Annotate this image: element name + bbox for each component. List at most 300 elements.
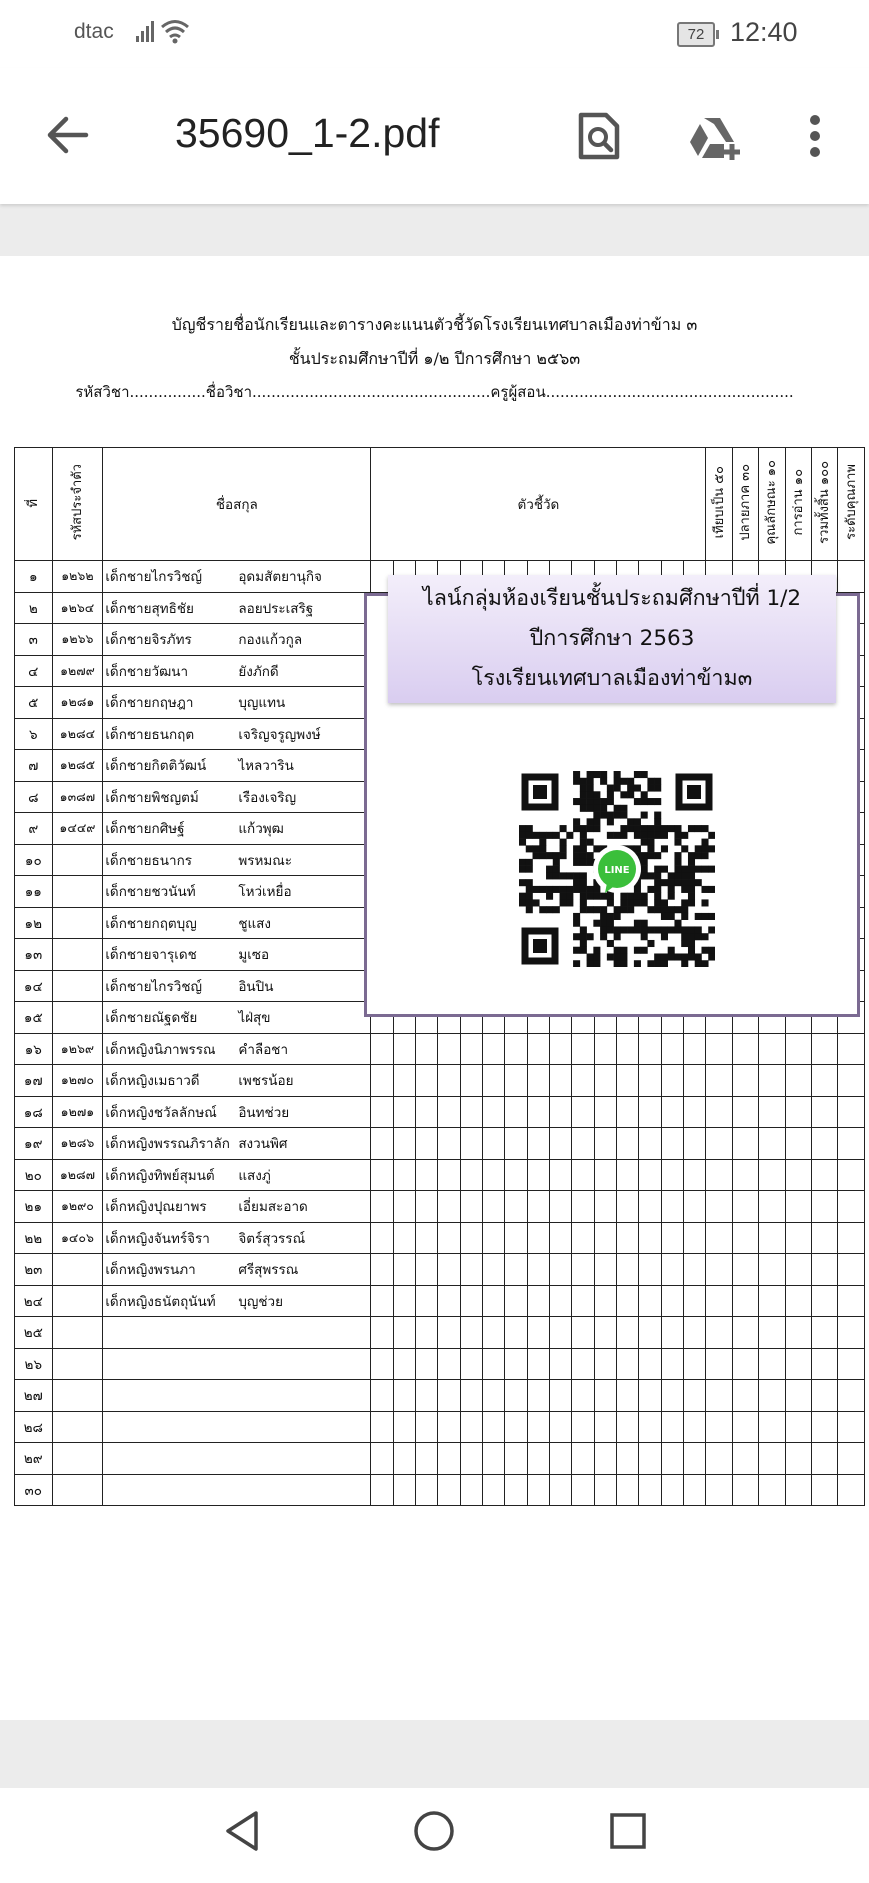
- qr-module: [668, 913, 675, 920]
- qr-module: [634, 818, 641, 825]
- score-cell: [759, 1159, 785, 1191]
- score-cell: [460, 1474, 482, 1506]
- row-number: ๔: [15, 655, 53, 687]
- score-cell: [732, 1285, 758, 1317]
- score-cell: [505, 1348, 527, 1380]
- score-cell: [438, 1128, 460, 1160]
- qr-module: [641, 933, 648, 940]
- qr-module: [620, 805, 627, 812]
- score-cell: [683, 1443, 706, 1475]
- score-cell: [732, 1348, 758, 1380]
- score-cell: [416, 1474, 438, 1506]
- qr-module: [580, 778, 587, 785]
- score-cell: [759, 1222, 785, 1254]
- header-c2: ปลายภาค ๓๐: [732, 448, 758, 561]
- student-id: ๑๒๘๔: [52, 718, 103, 750]
- qr-module: [614, 832, 621, 839]
- qr-module: [668, 825, 675, 832]
- student-name: [103, 1033, 371, 1065]
- score-cell: [812, 1285, 838, 1317]
- score-cell: [527, 1348, 549, 1380]
- qr-module: [593, 771, 600, 778]
- score-cell: [460, 1317, 482, 1349]
- qr-module: [620, 778, 627, 785]
- qr-module: [701, 886, 708, 893]
- qr-module: [519, 839, 526, 846]
- pdf-page[interactable]: [0, 256, 869, 1720]
- qr-module: [580, 899, 587, 906]
- score-cell: [616, 1191, 638, 1223]
- qr-module: [695, 866, 702, 873]
- qr-module: [526, 859, 533, 866]
- qr-module: [587, 852, 594, 859]
- score-cell: [639, 1317, 661, 1349]
- qr-module: [701, 913, 708, 920]
- score-cell: [371, 1348, 393, 1380]
- qr-module: [681, 933, 688, 940]
- score-cell: [785, 1380, 811, 1412]
- score-cell: [616, 1254, 638, 1286]
- qr-module: [654, 852, 661, 859]
- score-cell: [594, 1065, 616, 1097]
- more-vert-icon[interactable]: [806, 114, 824, 158]
- score-cell: [527, 1096, 549, 1128]
- qr-module: [668, 886, 675, 893]
- score-cell: [371, 1033, 393, 1065]
- add-to-drive-icon[interactable]: [686, 116, 744, 162]
- score-cell: [706, 1474, 732, 1506]
- qr-module: [668, 872, 675, 879]
- qr-module: [681, 886, 688, 893]
- qr-module: [654, 879, 661, 886]
- qr-module: [573, 825, 580, 832]
- score-cell: [505, 1191, 527, 1223]
- score-cell: [706, 1285, 732, 1317]
- score-cell: [549, 1443, 571, 1475]
- student-first-name: เด็กชายไกรวิชญ์: [105, 978, 202, 995]
- score-cell: [616, 1380, 638, 1412]
- score-cell: [838, 1033, 865, 1065]
- score-cell: [661, 1096, 683, 1128]
- qr-module: [573, 960, 580, 967]
- qr-module: [708, 886, 715, 893]
- student-name: [103, 1443, 371, 1475]
- score-cell: [460, 1096, 482, 1128]
- score-cell: [594, 1285, 616, 1317]
- score-cell: [482, 1222, 504, 1254]
- score-cell: [732, 1474, 758, 1506]
- qr-module: [539, 845, 546, 852]
- qr-module: [573, 879, 580, 886]
- score-cell: [527, 1159, 549, 1191]
- score-cell: [572, 1065, 594, 1097]
- qr-module: [546, 886, 553, 893]
- overlay-line1: ไลน์กลุ่มห้องเรียนชั้นประถมศึกษาปีที่ 1/2: [422, 586, 802, 611]
- qr-module: [620, 812, 627, 819]
- student-first-name: เด็กหญิงจันทร์จิรา: [105, 1230, 210, 1247]
- battery-icon: 72: [677, 22, 715, 47]
- score-cell: [759, 1191, 785, 1223]
- score-cell: [759, 1254, 785, 1286]
- qr-module: [701, 839, 708, 846]
- score-cell: [706, 1096, 732, 1128]
- qr-module: [674, 920, 681, 927]
- qr-module: [647, 926, 654, 933]
- qr-module: [634, 893, 641, 900]
- line-qr-code-icon[interactable]: [519, 771, 715, 967]
- score-cell: [812, 1443, 838, 1475]
- score-cell: [594, 1443, 616, 1475]
- student-first-name: เด็กชายพิชญตม์: [105, 789, 199, 806]
- qr-module: [688, 947, 695, 954]
- qr-module: [674, 825, 681, 832]
- score-cell: [759, 1065, 785, 1097]
- student-name: [103, 1222, 371, 1254]
- qr-module: [654, 866, 661, 873]
- score-cell: [460, 1443, 482, 1475]
- score-cell: [438, 1222, 460, 1254]
- score-cell: [639, 1096, 661, 1128]
- qr-module: [634, 960, 641, 967]
- qr-module: [654, 899, 661, 906]
- qr-module: [620, 926, 627, 933]
- score-cell: [572, 1222, 594, 1254]
- qr-module: [674, 872, 681, 879]
- score-cell: [812, 1033, 838, 1065]
- score-cell: [732, 1380, 758, 1412]
- qr-module: [627, 785, 634, 792]
- qr-module: [688, 879, 695, 886]
- score-cell: [732, 1191, 758, 1223]
- student-name: [103, 1380, 371, 1412]
- score-cell: [838, 1411, 865, 1443]
- qr-module: [600, 926, 607, 933]
- qr-module: [533, 886, 540, 893]
- qr-module: [647, 940, 654, 947]
- score-cell: [683, 1065, 706, 1097]
- qr-module: [600, 913, 607, 920]
- score-cell: [661, 1159, 683, 1191]
- score-cell: [482, 1317, 504, 1349]
- score-cell: [371, 1159, 393, 1191]
- score-cell: [505, 1411, 527, 1443]
- student-name: [103, 624, 371, 656]
- qr-module: [593, 818, 600, 825]
- qr-module: [688, 872, 695, 879]
- score-cell: [706, 1380, 732, 1412]
- score-cell: [438, 1317, 460, 1349]
- score-cell: [572, 1348, 594, 1380]
- qr-module: [681, 832, 688, 839]
- score-cell: [438, 1191, 460, 1223]
- qr-module: [634, 845, 641, 852]
- score-cell: [812, 1159, 838, 1191]
- qr-module: [587, 960, 594, 967]
- qr-module: [526, 886, 533, 893]
- qr-module: [654, 798, 661, 805]
- score-cell: [759, 1474, 785, 1506]
- student-name: [103, 970, 371, 1002]
- student-id: ๑๒๗๑: [52, 1096, 103, 1128]
- qr-module: [607, 920, 614, 927]
- qr-module: [580, 947, 587, 954]
- score-cell: [416, 1222, 438, 1254]
- score-cell: [460, 1411, 482, 1443]
- overlay-line2: ปีการศึกษา 2563: [529, 626, 695, 651]
- student-last-name: เอี่ยมสะอาด: [238, 1199, 308, 1216]
- table-row: [15, 1033, 865, 1065]
- score-cell: [812, 1317, 838, 1349]
- row-number: ๓๐: [15, 1474, 53, 1506]
- qr-module: [627, 899, 634, 906]
- qr-module: [573, 913, 580, 920]
- qr-module: [620, 947, 627, 954]
- score-cell: [549, 1191, 571, 1223]
- qr-module: [681, 879, 688, 886]
- score-cell: [732, 1411, 758, 1443]
- score-cell: [616, 1065, 638, 1097]
- score-cell: [616, 1474, 638, 1506]
- score-cell: [594, 1033, 616, 1065]
- table-row: [15, 1317, 865, 1349]
- score-cell: [505, 1128, 527, 1160]
- qr-module: [573, 852, 580, 859]
- score-cell: [460, 1285, 482, 1317]
- score-cell: [706, 1254, 732, 1286]
- table-row: [15, 1411, 865, 1443]
- qr-module: [688, 859, 695, 866]
- qr-module: [708, 913, 715, 920]
- qr-module: [647, 845, 654, 852]
- qr-module: [600, 812, 607, 819]
- qr-module: [533, 852, 540, 859]
- qr-module: [701, 866, 708, 873]
- student-last-name: กองแก้วกูล: [238, 632, 303, 649]
- student-name: [103, 1159, 371, 1191]
- score-cell: [416, 1096, 438, 1128]
- score-cell: [482, 1033, 504, 1065]
- qr-module: [533, 845, 540, 852]
- student-name: [103, 1191, 371, 1223]
- student-name: [103, 907, 371, 939]
- qr-module: [647, 852, 654, 859]
- qr-module: [580, 798, 587, 805]
- student-name: [103, 1411, 371, 1443]
- score-cell: [759, 1317, 785, 1349]
- student-last-name: เพชรน้อย: [238, 1073, 294, 1090]
- score-cell: [661, 1380, 683, 1412]
- qr-module: [580, 906, 587, 913]
- student-id: [52, 1285, 103, 1317]
- score-cell: [527, 1033, 549, 1065]
- status-bar: [0, 0, 869, 68]
- qr-module: [708, 866, 715, 873]
- score-cell: [812, 1191, 838, 1223]
- student-id: ๑๓๘๗: [52, 781, 103, 813]
- qr-module: [708, 926, 715, 933]
- row-number: ๑๒: [15, 907, 53, 939]
- score-cell: [393, 1222, 415, 1254]
- qr-module: [553, 852, 560, 859]
- student-last-name: โหว่เหยื่อ: [238, 884, 292, 901]
- student-last-name: ชูแสง: [238, 915, 272, 932]
- qr-module: [647, 778, 654, 785]
- nav-back-icon[interactable]: [222, 1808, 262, 1854]
- qr-module: [695, 960, 702, 967]
- student-last-name: ไหลวาริน: [238, 758, 294, 775]
- qr-module: [614, 913, 621, 920]
- qr-module: [708, 845, 715, 852]
- qr-module: [580, 879, 587, 886]
- score-cell: [785, 1128, 811, 1160]
- score-cell: [549, 1285, 571, 1317]
- qr-module: [641, 812, 648, 819]
- score-cell: [416, 1128, 438, 1160]
- student-id: [52, 907, 103, 939]
- score-cell: [706, 1065, 732, 1097]
- qr-module: [607, 953, 614, 960]
- qr-module: [634, 926, 641, 933]
- qr-module: [573, 778, 580, 785]
- qr-module: [593, 947, 600, 954]
- nav-recents-icon[interactable]: [608, 1808, 648, 1854]
- qr-module: [607, 899, 614, 906]
- student-last-name: พรหมณะ: [238, 852, 293, 869]
- qr-module: [695, 825, 702, 832]
- student-last-name: มูเซอ: [238, 947, 270, 964]
- arrow-left-icon[interactable]: [42, 110, 92, 160]
- qr-module: [674, 852, 681, 859]
- score-cell: [785, 1254, 811, 1286]
- qr-module: [634, 899, 641, 906]
- score-cell: [661, 1033, 683, 1065]
- score-cell: [759, 1443, 785, 1475]
- score-cell: [549, 1254, 571, 1286]
- qr-module: [647, 785, 654, 792]
- qr-module: [519, 825, 526, 832]
- student-id: ๑๒๙๐: [52, 1191, 103, 1223]
- search-document-icon[interactable]: [576, 111, 622, 161]
- score-cell: [838, 1222, 865, 1254]
- qr-module: [587, 771, 594, 778]
- score-cell: [549, 1474, 571, 1506]
- score-cell: [759, 1380, 785, 1412]
- score-cell: [371, 1285, 393, 1317]
- qr-module: [587, 953, 594, 960]
- score-cell: [482, 1474, 504, 1506]
- score-cell: [616, 1128, 638, 1160]
- score-cell: [549, 1222, 571, 1254]
- qr-module: [546, 852, 553, 859]
- qr-module: [708, 832, 715, 839]
- score-cell: [460, 1159, 482, 1191]
- qr-module: [519, 859, 526, 866]
- score-cell: [572, 1033, 594, 1065]
- score-cell: [732, 1317, 758, 1349]
- score-cell: [683, 1128, 706, 1160]
- score-cell: [785, 1443, 811, 1475]
- row-number: ๒๗: [15, 1380, 53, 1412]
- qr-module: [661, 960, 668, 967]
- student-id: ๑๔๐๖: [52, 1222, 103, 1254]
- student-name: [103, 1285, 371, 1317]
- score-cell: [594, 1128, 616, 1160]
- score-cell: [505, 1285, 527, 1317]
- qr-module: [695, 879, 702, 886]
- student-last-name: ศรีสุพรรณ: [238, 1262, 299, 1279]
- qr-module: [634, 771, 641, 778]
- score-cell: [683, 1348, 706, 1380]
- score-cell: [732, 1222, 758, 1254]
- qr-module: [701, 899, 708, 906]
- score-cell: [706, 1411, 732, 1443]
- score-cell: [416, 1254, 438, 1286]
- score-cell: [594, 1380, 616, 1412]
- student-first-name: เด็กชายธนากร: [105, 852, 192, 869]
- student-last-name: แก้วพุฒ: [238, 821, 284, 838]
- table-row: [15, 1443, 865, 1475]
- student-first-name: เด็กชายกศิษฐ์: [105, 821, 185, 838]
- score-cell: [838, 1128, 865, 1160]
- student-id: [52, 939, 103, 971]
- qr-module: [634, 825, 641, 832]
- qr-module: [688, 866, 695, 873]
- qr-module: [688, 886, 695, 893]
- qr-module: [546, 872, 553, 879]
- score-cell: [639, 1128, 661, 1160]
- score-cell: [759, 1033, 785, 1065]
- score-cell: [838, 1348, 865, 1380]
- qr-module: [600, 771, 607, 778]
- score-cell: [639, 1065, 661, 1097]
- student-name: [103, 750, 371, 782]
- qr-module: [580, 872, 587, 879]
- score-cell: [438, 1348, 460, 1380]
- score-cell: [812, 1254, 838, 1286]
- line-group-overlay: [364, 586, 860, 1017]
- score-cell: [572, 1096, 594, 1128]
- student-last-name: ยังภักดี: [238, 663, 279, 680]
- header-c5: รวมทั้งสิ้น ๑๐๐: [812, 448, 838, 561]
- table-row: [15, 1065, 865, 1097]
- score-cell: [706, 1317, 732, 1349]
- student-id: [52, 1411, 103, 1443]
- student-first-name: เด็กชายไกรวิชญ์: [105, 569, 202, 586]
- nav-home-icon[interactable]: [412, 1808, 456, 1854]
- score-cell: [416, 1317, 438, 1349]
- score-cell: [838, 1159, 865, 1191]
- qr-module: [614, 906, 621, 913]
- student-first-name: เด็กชายกิตติวัฒน์: [105, 758, 207, 775]
- student-name: [103, 1002, 371, 1034]
- student-first-name: เด็กชายจิรภัทร: [105, 632, 192, 649]
- qr-module: [587, 893, 594, 900]
- table-row: [15, 1348, 865, 1380]
- qr-module: [560, 872, 567, 879]
- qr-module: [593, 960, 600, 967]
- qr-module: [647, 825, 654, 832]
- qr-module: [641, 920, 648, 927]
- row-number: ๑๙: [15, 1128, 53, 1160]
- score-cell: [706, 1128, 732, 1160]
- score-cell: [661, 1348, 683, 1380]
- qr-module: [607, 791, 614, 798]
- qr-module: [701, 960, 708, 967]
- score-cell: [661, 1474, 683, 1506]
- score-cell: [661, 1317, 683, 1349]
- student-last-name: ลอยประเสริฐ: [238, 600, 314, 617]
- score-cell: [785, 1191, 811, 1223]
